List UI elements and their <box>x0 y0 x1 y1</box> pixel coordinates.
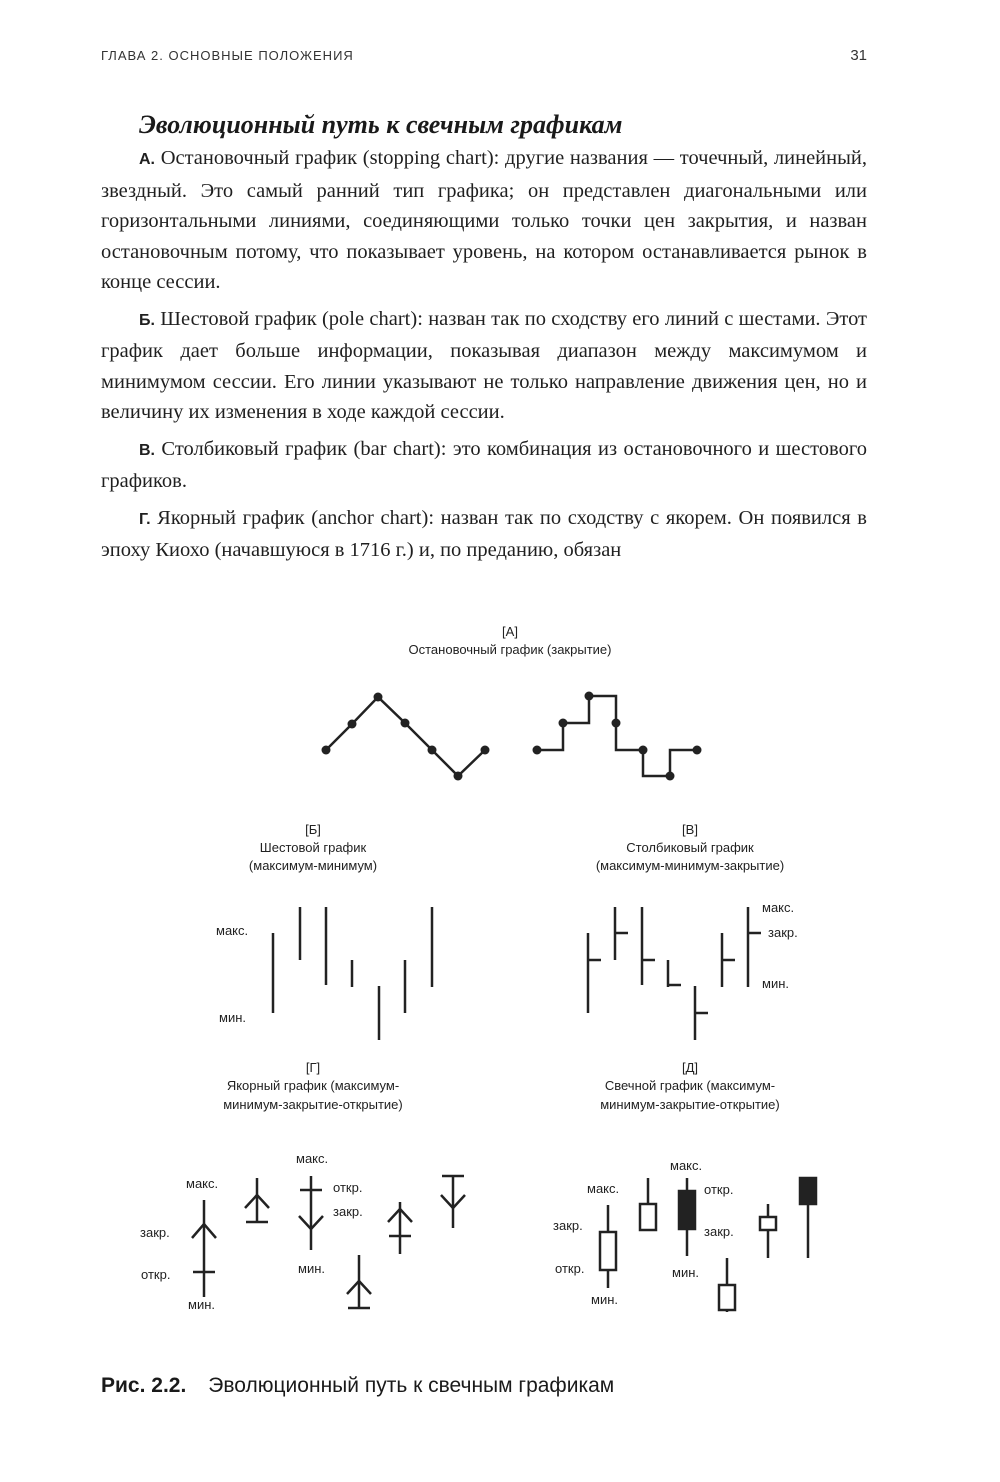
paragraph-lead: А. <box>139 151 155 168</box>
label-max2: макс. <box>296 1151 329 1166</box>
paragraph-text: Якорный график (anchor chart): назван так по сходству с якорем. Он появился в эпоху Киохо (начавшуюся в 1716 г.) и, по преданию, обязан <box>101 506 867 561</box>
panel-d-title-line1: Свечной график (максимум- <box>604 1078 776 1093</box>
paragraph-a <box>101 143 867 298</box>
body-text <box>101 143 867 572</box>
label-open: откр. <box>141 1267 171 1282</box>
label-close: закр. <box>553 1218 583 1233</box>
label-min: мин. <box>219 1010 246 1025</box>
paragraph-text: Остановочный график (stopping chart): другие названия — точечный, линейный, звездный. Это самый ранний тип графика; он представлен диагональными или горизонтальными линиями, соединяющими только точки цен закрытия, и назван остановочным потому, что показывает уровень, на котором останавливается рынок в конце сессии. <box>101 147 867 293</box>
label-close2: закр. <box>704 1224 734 1239</box>
candlestick-chart-candles <box>600 1178 816 1312</box>
paragraph-g <box>101 503 867 566</box>
panel-v-letter: [В] <box>682 822 698 837</box>
label-open2: откр. <box>333 1180 363 1195</box>
label-open2: откр. <box>704 1182 734 1197</box>
panel-v-title-line1: Столбиковый график <box>626 840 754 855</box>
running-head: ГЛАВА 2. ОСНОВНЫЕ ПОЛОЖЕНИЯ <box>101 48 354 63</box>
paragraph-lead: В. <box>139 441 155 459</box>
paragraph-text: Столбиковый график (bar chart): это комбинация из остановочного и шестового графиков. <box>101 437 867 492</box>
label-min: мин. <box>591 1292 618 1307</box>
paragraph-lead: Г. <box>139 510 151 528</box>
figure-caption <box>101 1374 614 1398</box>
page-number: 31 <box>850 47 867 64</box>
label-max: макс. <box>587 1181 620 1196</box>
figure-diagram <box>0 600 1000 1340</box>
label-close: закр. <box>140 1225 170 1240</box>
panel-b-title-line1: Шестовой график <box>259 840 367 855</box>
anchor-chart-symbols <box>192 1175 465 1308</box>
caption-label: Рис. 2.2. <box>101 1374 187 1397</box>
label-min: мин. <box>762 976 789 991</box>
caption-text: Эволюционный путь к свечным графикам <box>208 1374 615 1397</box>
panel-b <box>216 822 432 1040</box>
stopping-chart-diagonal-points <box>322 693 490 781</box>
label-max: макс. <box>762 900 795 915</box>
panel-v <box>588 822 798 1040</box>
paragraph-text: Шестовой график (pole chart): назван так по сходству его линий с шестами. Этот график дает больше информации, показывая диапазон между максимумом и минимумом сессии. Его линии указывают не только направление движения цен, но и величину их изменения в ходе каждой сессии. <box>101 307 868 423</box>
panel-g-letter: [Г] <box>305 1060 321 1075</box>
bar-chart-bars <box>588 907 761 1040</box>
panel-v-title-line2: (максимум-минимум-закрытие) <box>595 858 785 873</box>
label-max: макс. <box>216 923 249 938</box>
label-close: закр. <box>768 925 798 940</box>
paragraph-b <box>101 304 867 428</box>
panel-b-letter: [Б] <box>305 822 321 837</box>
panel-g-title-line2: минимум-закрытие-открытие) <box>223 1097 403 1112</box>
label-min2: мин. <box>672 1265 699 1280</box>
label-max2: макс. <box>670 1158 703 1173</box>
label-max: макс. <box>186 1176 219 1191</box>
stopping-chart-step-line <box>537 696 697 776</box>
panel-b-title-line2: (максимум-минимум) <box>248 858 378 873</box>
paragraph-v <box>101 434 867 497</box>
pole-chart-lines <box>273 907 432 1040</box>
panel-d-letter: [Д] <box>681 1060 699 1075</box>
label-min2: мин. <box>298 1261 325 1276</box>
label-open: откр. <box>555 1261 585 1276</box>
figure-2-2 <box>0 600 1000 1340</box>
panel-a-title: Остановочный график (закрытие) <box>408 642 612 657</box>
panel-a <box>322 624 702 781</box>
label-min: мин. <box>188 1297 215 1312</box>
panel-a-letter: [А] <box>502 624 518 639</box>
panel-g <box>140 1060 465 1312</box>
section-title: Эволюционный путь к свечным графикам <box>139 110 623 139</box>
panel-g-title-line1: Якорный график (максимум- <box>226 1078 400 1093</box>
label-close2: закр. <box>333 1204 363 1219</box>
stopping-chart-diagonal-line <box>326 697 485 776</box>
panel-d-title-line2: минимум-закрытие-открытие) <box>600 1097 780 1112</box>
panel-d <box>553 1060 816 1312</box>
paragraph-lead: Б. <box>139 311 155 329</box>
